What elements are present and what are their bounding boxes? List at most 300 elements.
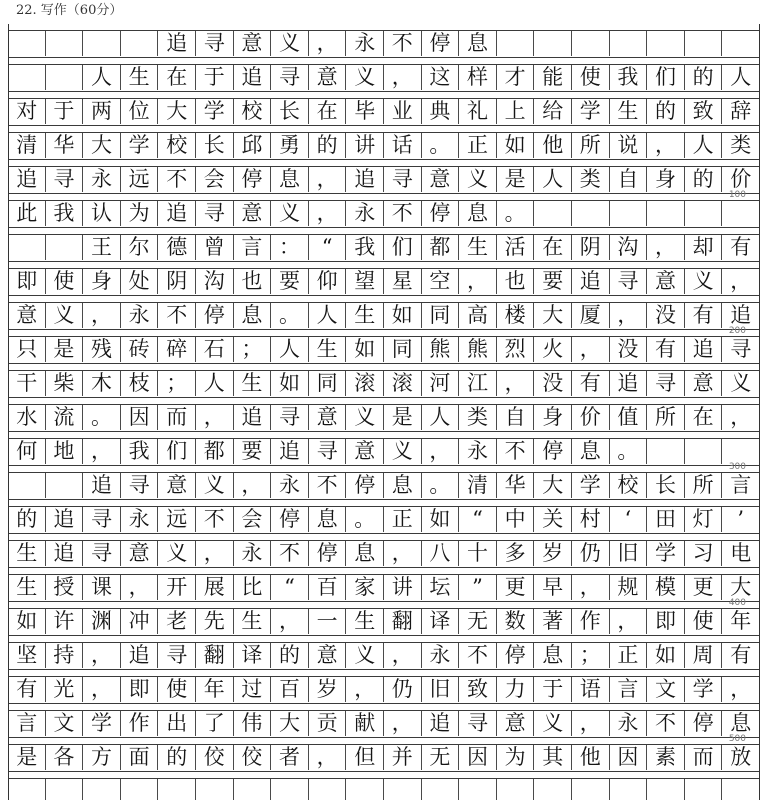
grid-cell bbox=[8, 65, 46, 90]
grid-cell bbox=[685, 779, 723, 800]
grid-cell bbox=[647, 31, 685, 56]
grid-cell: 息 bbox=[722, 711, 760, 736]
grid-cell: 于 bbox=[534, 677, 572, 702]
grid-cell: 仰 bbox=[309, 269, 347, 294]
grid-cell: ， bbox=[309, 745, 347, 770]
grid-cell: 意 bbox=[309, 643, 347, 668]
grid-cell: 身 bbox=[83, 269, 121, 294]
word-count-marker: 400 bbox=[728, 598, 746, 608]
grid-cell: 学 bbox=[121, 133, 159, 158]
grid-cell: 义 bbox=[196, 473, 234, 498]
grid-cell bbox=[158, 779, 196, 800]
grid-cell: 年 bbox=[722, 609, 760, 634]
grid-cell: 献 bbox=[346, 711, 384, 736]
grid-cell bbox=[8, 473, 46, 498]
grid-cell: ， bbox=[572, 575, 610, 600]
grid-cell: 追 bbox=[271, 439, 309, 464]
grid-cell: 望 bbox=[346, 269, 384, 294]
grid-cell: 追 bbox=[346, 167, 384, 192]
grid-cell: 自 bbox=[497, 405, 535, 430]
grid-cell: 学 bbox=[83, 711, 121, 736]
grid-cell: 价 bbox=[722, 167, 760, 192]
grid-cell: 勇 bbox=[271, 133, 309, 158]
grid-cell bbox=[572, 201, 610, 226]
grid-cell: ； bbox=[572, 643, 610, 668]
grid-cell: 会 bbox=[196, 167, 234, 192]
grid-cell: 值 bbox=[610, 405, 648, 430]
grid-cell: 如 bbox=[384, 303, 422, 328]
grid-row bbox=[8, 540, 760, 568]
grid-cell: 周 bbox=[685, 643, 723, 668]
grid-cell: ， bbox=[234, 473, 272, 498]
grid-cell: 数 bbox=[497, 609, 535, 634]
grid-cell: 岁 bbox=[534, 541, 572, 566]
grid-cell: 寻 bbox=[83, 541, 121, 566]
grid-cell bbox=[8, 31, 46, 56]
grid-cell: 放 bbox=[722, 745, 760, 770]
grid-cell: 生 bbox=[346, 609, 384, 634]
grid-cell: 学 bbox=[572, 473, 610, 498]
grid-cell: 熊 bbox=[459, 337, 497, 362]
grid-cell: 学 bbox=[647, 541, 685, 566]
grid-cell: 身 bbox=[534, 405, 572, 430]
grid-cell: 价 bbox=[572, 405, 610, 430]
grid-cell: 讲 bbox=[346, 133, 384, 158]
grid-cell: 寻 bbox=[384, 167, 422, 192]
grid-cell: ， bbox=[346, 677, 384, 702]
grid-cell: ’ bbox=[722, 507, 760, 532]
grid-cell: 翻 bbox=[384, 609, 422, 634]
grid-cell: 十 bbox=[459, 541, 497, 566]
grid-cell: 永 bbox=[271, 473, 309, 498]
grid-cell: 停 bbox=[346, 473, 384, 498]
grid-cell: 滚 bbox=[384, 371, 422, 396]
grid-cell: 寻 bbox=[196, 31, 234, 56]
grid-cell: 楼 bbox=[497, 303, 535, 328]
grid-cell: 同 bbox=[384, 337, 422, 362]
grid-cell: 村 bbox=[572, 507, 610, 532]
grid-cell: 所 bbox=[685, 473, 723, 498]
grid-cell: 学 bbox=[685, 677, 723, 702]
grid-cell: 我 bbox=[121, 439, 159, 464]
grid-cell: 大 bbox=[271, 711, 309, 736]
grid-cell: 华 bbox=[46, 133, 84, 158]
grid-cell bbox=[497, 31, 535, 56]
grid-cell: 业 bbox=[384, 99, 422, 124]
grid-cell bbox=[610, 779, 648, 800]
grid-cell: 不 bbox=[271, 541, 309, 566]
grid-cell: 都 bbox=[422, 235, 460, 260]
grid-cell: 学 bbox=[196, 99, 234, 124]
grid-cell: 寻 bbox=[196, 201, 234, 226]
grid-cell: ， bbox=[309, 31, 347, 56]
grid-cell: 电 bbox=[722, 541, 760, 566]
grid-cell: 者 bbox=[271, 745, 309, 770]
grid-cell: 活 bbox=[497, 235, 535, 260]
grid-cell: 旧 bbox=[422, 677, 460, 702]
grid-cell: 。 bbox=[422, 473, 460, 498]
grid-cell: 佼 bbox=[234, 745, 272, 770]
grid-cell bbox=[46, 31, 84, 56]
grid-cell bbox=[722, 779, 760, 800]
grid-cell: 如 bbox=[647, 643, 685, 668]
grid-row bbox=[8, 268, 760, 296]
grid-cell: 。 bbox=[83, 405, 121, 430]
grid-row bbox=[8, 30, 760, 58]
grid-cell: 其 bbox=[534, 745, 572, 770]
grid-cell: 永 bbox=[346, 201, 384, 226]
grid-cell: 。 bbox=[271, 303, 309, 328]
grid-cell: 于 bbox=[196, 65, 234, 90]
grid-cell: 何 bbox=[8, 439, 46, 464]
grid-cell: 邱 bbox=[234, 133, 272, 158]
grid-cell: 正 bbox=[384, 507, 422, 532]
grid-row bbox=[8, 438, 760, 466]
grid-cell: 长 bbox=[271, 99, 309, 124]
grid-cell bbox=[46, 779, 84, 800]
grid-cell: 意 bbox=[422, 167, 460, 192]
grid-cell: 译 bbox=[422, 609, 460, 634]
grid-cell: 。 bbox=[422, 133, 460, 158]
grid-cell bbox=[422, 779, 460, 800]
grid-cell: 德 bbox=[158, 235, 196, 260]
grid-cell: 灯 bbox=[685, 507, 723, 532]
grid-cell: 认 bbox=[83, 201, 121, 226]
grid-cell: 人 bbox=[196, 371, 234, 396]
grid-cell: 有 bbox=[722, 235, 760, 260]
grid-cell: 展 bbox=[196, 575, 234, 600]
grid-cell: 水 bbox=[8, 405, 46, 430]
grid-cell: 仍 bbox=[384, 677, 422, 702]
grid-cell: 人 bbox=[722, 65, 760, 90]
grid-cell: 曾 bbox=[196, 235, 234, 260]
grid-cell: 没 bbox=[534, 371, 572, 396]
grid-cell: 意 bbox=[8, 303, 46, 328]
grid-cell: 一 bbox=[309, 609, 347, 634]
grid-cell bbox=[271, 779, 309, 800]
grid-cell: 校 bbox=[610, 473, 648, 498]
grid-cell: ， bbox=[610, 609, 648, 634]
grid-cell: 课 bbox=[83, 575, 121, 600]
grid-cell: 生 bbox=[459, 235, 497, 260]
grid-cell bbox=[647, 439, 685, 464]
grid-cell: 不 bbox=[158, 167, 196, 192]
grid-cell: 永 bbox=[459, 439, 497, 464]
grid-cell: 使 bbox=[685, 609, 723, 634]
grid-cell: 生 bbox=[8, 541, 46, 566]
grid-row bbox=[8, 166, 760, 194]
grid-cell: 即 bbox=[8, 269, 46, 294]
grid-cell: 无 bbox=[422, 745, 460, 770]
grid-cell: 会 bbox=[234, 507, 272, 532]
grid-cell: 比 bbox=[234, 575, 272, 600]
grid-cell: 有 bbox=[685, 303, 723, 328]
grid-cell: 辞 bbox=[722, 99, 760, 124]
grid-cell: 授 bbox=[46, 575, 84, 600]
grid-cell: 类 bbox=[459, 405, 497, 430]
grid-cell: 方 bbox=[83, 745, 121, 770]
grid-cell: ， bbox=[83, 643, 121, 668]
grid-cell: 追 bbox=[722, 303, 760, 328]
grid-cell: 追 bbox=[83, 473, 121, 498]
grid-row bbox=[8, 642, 760, 670]
grid-cell: 们 bbox=[384, 235, 422, 260]
question-label: 22. 写作（60分） bbox=[16, 3, 123, 18]
grid-cell: 同 bbox=[422, 303, 460, 328]
grid-cell: 是 bbox=[46, 337, 84, 362]
grid-cell bbox=[346, 779, 384, 800]
grid-cell: 石 bbox=[196, 337, 234, 362]
grid-cell: 空 bbox=[422, 269, 460, 294]
grid-cell: 致 bbox=[459, 677, 497, 702]
grid-cell: 义 bbox=[271, 31, 309, 56]
grid-cell: “ bbox=[459, 507, 497, 532]
grid-cell: 永 bbox=[422, 643, 460, 668]
grid-cell: 木 bbox=[83, 371, 121, 396]
grid-cell: 熊 bbox=[422, 337, 460, 362]
grid-cell: 于 bbox=[46, 99, 84, 124]
grid-cell: 追 bbox=[685, 337, 723, 362]
grid-cell: 文 bbox=[46, 711, 84, 736]
grid-cell: 生 bbox=[8, 575, 46, 600]
grid-cell: 追 bbox=[610, 371, 648, 396]
grid-cell: 典 bbox=[422, 99, 460, 124]
grid-cell: 也 bbox=[497, 269, 535, 294]
grid-cell: “ bbox=[309, 235, 347, 260]
grid-cell: 不 bbox=[459, 643, 497, 668]
grid-cell: ， bbox=[497, 371, 535, 396]
grid-cell: 。 bbox=[346, 507, 384, 532]
grid-cell: 规 bbox=[610, 575, 648, 600]
grid-cell: 寻 bbox=[271, 65, 309, 90]
grid-cell: 追 bbox=[234, 405, 272, 430]
grid-cell: 许 bbox=[46, 609, 84, 634]
composition-grid bbox=[8, 24, 760, 800]
grid-cell bbox=[572, 779, 610, 800]
grid-cell: 柴 bbox=[46, 371, 84, 396]
grid-cell: 贡 bbox=[309, 711, 347, 736]
grid-row bbox=[8, 132, 760, 160]
grid-cell: 的 bbox=[158, 745, 196, 770]
grid-cell: 家 bbox=[346, 575, 384, 600]
grid-cell: 持 bbox=[46, 643, 84, 668]
grid-cell: 停 bbox=[534, 439, 572, 464]
grid-cell: ， bbox=[83, 303, 121, 328]
grid-cell bbox=[572, 31, 610, 56]
grid-cell: 岁 bbox=[309, 677, 347, 702]
grid-cell: 。 bbox=[610, 439, 648, 464]
grid-cell: 停 bbox=[271, 507, 309, 532]
grid-cell: 无 bbox=[459, 609, 497, 634]
grid-cell bbox=[722, 439, 760, 464]
grid-cell: 多 bbox=[497, 541, 535, 566]
grid-cell: 自 bbox=[610, 167, 648, 192]
grid-cell: 要 bbox=[234, 439, 272, 464]
grid-cell: 火 bbox=[534, 337, 572, 362]
grid-cell: 流 bbox=[46, 405, 84, 430]
grid-cell bbox=[685, 439, 723, 464]
grid-cell: 永 bbox=[121, 507, 159, 532]
grid-cell: 大 bbox=[158, 99, 196, 124]
grid-cell: 寻 bbox=[309, 439, 347, 464]
grid-cell: 息 bbox=[346, 541, 384, 566]
grid-cell: 伟 bbox=[234, 711, 272, 736]
grid-cell: 校 bbox=[234, 99, 272, 124]
grid-cell: 寻 bbox=[46, 167, 84, 192]
grid-cell: 寻 bbox=[121, 473, 159, 498]
grid-cell bbox=[534, 31, 572, 56]
grid-cell: 义 bbox=[722, 371, 760, 396]
grid-cell: 佼 bbox=[196, 745, 234, 770]
grid-cell: 是 bbox=[384, 405, 422, 430]
grid-cell: 义 bbox=[346, 643, 384, 668]
grid-cell: 高 bbox=[459, 303, 497, 328]
grid-cell: 息 bbox=[234, 303, 272, 328]
grid-cell: 即 bbox=[121, 677, 159, 702]
grid-cell: 停 bbox=[309, 541, 347, 566]
grid-cell: 因 bbox=[610, 745, 648, 770]
grid-cell: 的 bbox=[685, 65, 723, 90]
grid-cell: 干 bbox=[8, 371, 46, 396]
grid-cell: 更 bbox=[685, 575, 723, 600]
grid-cell: 对 bbox=[8, 99, 46, 124]
grid-cell bbox=[121, 31, 159, 56]
grid-cell: 追 bbox=[422, 711, 460, 736]
grid-cell: ； bbox=[234, 337, 272, 362]
grid-cell: 意 bbox=[121, 541, 159, 566]
grid-cell: ， bbox=[83, 677, 121, 702]
grid-cell: 生 bbox=[234, 609, 272, 634]
grid-cell: 息 bbox=[459, 201, 497, 226]
grid-cell: 人 bbox=[685, 133, 723, 158]
grid-cell: 长 bbox=[647, 473, 685, 498]
grid-cell: 停 bbox=[497, 643, 535, 668]
grid-cell: 我 bbox=[610, 65, 648, 90]
grid-cell: ， bbox=[196, 405, 234, 430]
grid-cell bbox=[46, 65, 84, 90]
grid-cell: 使 bbox=[46, 269, 84, 294]
grid-cell: 我 bbox=[46, 201, 84, 226]
grid-row bbox=[8, 710, 760, 738]
grid-cell: 意 bbox=[685, 371, 723, 396]
grid-cell: 不 bbox=[158, 303, 196, 328]
grid-row bbox=[8, 744, 760, 772]
grid-cell: 关 bbox=[534, 507, 572, 532]
grid-cell: 意 bbox=[647, 269, 685, 294]
grid-cell: 生 bbox=[346, 303, 384, 328]
grid-cell: 人 bbox=[534, 167, 572, 192]
grid-cell: 言 bbox=[610, 677, 648, 702]
grid-cell: 类 bbox=[722, 133, 760, 158]
grid-cell: 义 bbox=[534, 711, 572, 736]
grid-cell: 有 bbox=[8, 677, 46, 702]
grid-cell: ‘ bbox=[610, 507, 648, 532]
grid-cell: 意 bbox=[309, 65, 347, 90]
grid-cell: 义 bbox=[271, 201, 309, 226]
grid-cell: 意 bbox=[158, 473, 196, 498]
grid-cell: 光 bbox=[46, 677, 84, 702]
grid-cell bbox=[722, 31, 760, 56]
grid-cell: 类 bbox=[572, 167, 610, 192]
grid-cell: 大 bbox=[534, 303, 572, 328]
grid-cell: 永 bbox=[234, 541, 272, 566]
grid-cell: “ bbox=[271, 575, 309, 600]
grid-cell: 厦 bbox=[572, 303, 610, 328]
grid-cell: 因 bbox=[459, 745, 497, 770]
grid-row bbox=[8, 370, 760, 398]
grid-cell: 毕 bbox=[346, 99, 384, 124]
grid-cell: 两 bbox=[83, 99, 121, 124]
grid-cell: 开 bbox=[158, 575, 196, 600]
grid-cell: 冲 bbox=[121, 609, 159, 634]
grid-cell: 寻 bbox=[610, 269, 648, 294]
grid-cell: ， bbox=[83, 439, 121, 464]
grid-row bbox=[8, 98, 760, 126]
grid-cell: 大 bbox=[722, 575, 760, 600]
grid-cell: 意 bbox=[346, 439, 384, 464]
grid-cell: 八 bbox=[422, 541, 460, 566]
grid-cell: 息 bbox=[459, 31, 497, 56]
grid-row bbox=[8, 336, 760, 364]
grid-cell: 烈 bbox=[497, 337, 535, 362]
grid-cell: 要 bbox=[271, 269, 309, 294]
grid-cell: 息 bbox=[572, 439, 610, 464]
grid-cell bbox=[46, 235, 84, 260]
grid-cell bbox=[46, 473, 84, 498]
grid-cell: 处 bbox=[121, 269, 159, 294]
grid-cell: 如 bbox=[422, 507, 460, 532]
grid-cell: 追 bbox=[572, 269, 610, 294]
grid-cell: 寻 bbox=[647, 371, 685, 396]
grid-cell: 停 bbox=[196, 303, 234, 328]
grid-cell: 话 bbox=[384, 133, 422, 158]
grid-cell: 王 bbox=[83, 235, 121, 260]
grid-cell: 如 bbox=[346, 337, 384, 362]
grid-cell: ， bbox=[572, 711, 610, 736]
grid-cell: ， bbox=[196, 541, 234, 566]
grid-cell: 碎 bbox=[158, 337, 196, 362]
grid-cell: 百 bbox=[309, 575, 347, 600]
grid-cell: 仍 bbox=[572, 541, 610, 566]
grid-cell: 坚 bbox=[8, 643, 46, 668]
grid-cell: 的 bbox=[271, 643, 309, 668]
grid-cell: 人 bbox=[83, 65, 121, 90]
grid-cell: 的 bbox=[647, 99, 685, 124]
grid-cell: 追 bbox=[158, 201, 196, 226]
grid-cell: 不 bbox=[647, 711, 685, 736]
grid-cell: 追 bbox=[46, 541, 84, 566]
grid-cell: ” bbox=[459, 575, 497, 600]
grid-cell: 永 bbox=[610, 711, 648, 736]
grid-cell: 旧 bbox=[610, 541, 648, 566]
grid-cell: 致 bbox=[685, 99, 723, 124]
grid-cell: 生 bbox=[121, 65, 159, 90]
grid-cell: ， bbox=[309, 201, 347, 226]
grid-cell: 息 bbox=[534, 643, 572, 668]
grid-cell: 是 bbox=[8, 745, 46, 770]
grid-cell: 力 bbox=[497, 677, 535, 702]
grid-cell: 是 bbox=[497, 167, 535, 192]
grid-cell bbox=[610, 31, 648, 56]
grid-cell: 著 bbox=[534, 609, 572, 634]
grid-cell: 过 bbox=[234, 677, 272, 702]
grid-cell: ： bbox=[271, 235, 309, 260]
grid-cell: 在 bbox=[309, 99, 347, 124]
grid-cell: 样 bbox=[459, 65, 497, 90]
grid-cell bbox=[8, 779, 46, 800]
grid-cell: 这 bbox=[422, 65, 460, 90]
grid-cell: 河 bbox=[422, 371, 460, 396]
